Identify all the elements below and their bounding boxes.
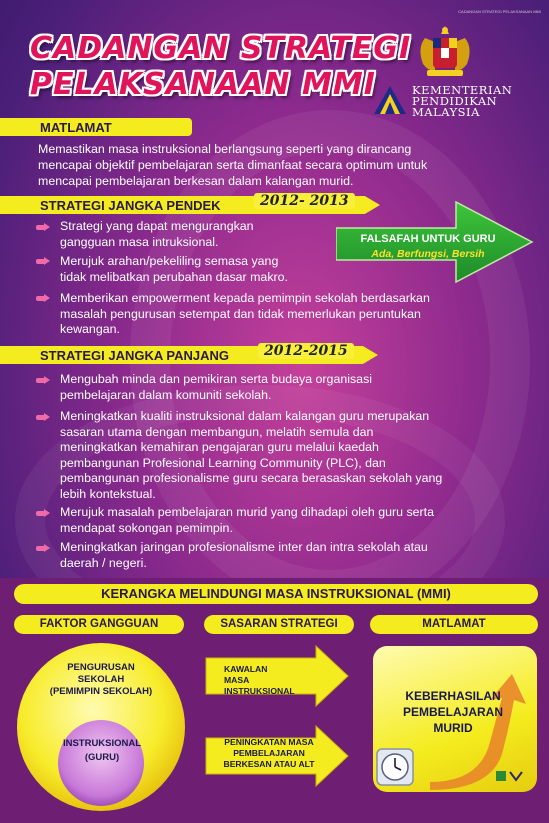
arrow1-line: MASA — [224, 675, 250, 685]
item-line: Memberikan empowerment kepada pemimpin sekolah berdasarkan — [60, 291, 430, 305]
matlamat-text — [38, 141, 538, 189]
inner-circle-line: INSTRUKSIONAL — [62, 738, 142, 749]
item-line: pembangunan profesionalisme guru secara berasaskan sekolah yang — [60, 471, 443, 485]
column-header-faktor: FAKTOR GANGGUAN — [14, 615, 184, 634]
ministry-name-line1: KEMENTERIAN — [412, 83, 513, 97]
page-title-line1: CADANGAN STRATEGI — [30, 31, 412, 66]
arrow2-label — [214, 737, 324, 770]
page-title-line2: PELAKSANAAN MMI — [30, 67, 376, 102]
matlamat-label: MATLAMAT — [40, 120, 112, 135]
ministry-name-line3: MALAYSIA — [412, 105, 480, 119]
arrow2-line: PENINGKATAN MASA — [224, 737, 314, 747]
matlamat-line: mencapai pembelajaran berkesan dalam kalangan murid. — [38, 174, 354, 188]
item-line: Strategi yang dapat mengurangkan — [60, 219, 254, 233]
pendek-item-2 — [60, 254, 288, 285]
bullet-arrow-icon — [36, 413, 50, 422]
item-line: meningkatkan kemahiran pengajaran guru melalui kaedah — [60, 440, 379, 454]
bullet-arrow-icon — [36, 223, 50, 232]
ministry-name — [412, 85, 512, 118]
falsafah-title: FALSAFAH UNTUK GURU — [360, 233, 496, 245]
goal-line: MURID — [433, 721, 473, 735]
pendek-item-1 — [60, 219, 254, 250]
item-line: mendapat sokongan pemimpin. — [60, 520, 233, 535]
arrow1-line: INSTRUKSIONAL — [224, 686, 295, 696]
item-line: Merujuk masalah pembelajaran murid yang dihadapi oleh guru serta — [60, 505, 435, 519]
matlamat-line: Memastikan masa instruksional berlangsung seperti yang dirancang — [38, 142, 412, 156]
kerangka-title: KERANGKA MELINDUNGI MASA INSTRUKSIONAL (MMI) — [101, 586, 451, 601]
bullet-arrow-icon — [36, 294, 50, 303]
outer-circle-line: (PEMIMPIN SEKOLAH) — [49, 686, 153, 697]
outer-circle-label — [44, 662, 158, 698]
coat-of-arms-icon — [415, 24, 475, 80]
bullet-arrow-icon — [36, 544, 50, 553]
goal-label — [378, 688, 528, 736]
item-line: sasaran utama dengan membangun, melatih semula dan — [60, 424, 374, 439]
item-line: Meningkatkan kualiti instruksional dalam kalangan guru merupakan — [60, 409, 430, 423]
pendek-item-3 — [60, 291, 540, 338]
matlamat-line: mencapai objektif pembelajaran serta dimanfaat secara optimum untuk — [38, 158, 428, 172]
item-line: Merujuk arahan/pekeliling semasa yang — [60, 254, 279, 268]
item-line: masalah pengurusan setempat dan tidak memerlukan peruntukan — [60, 306, 421, 321]
item-line: tidak melibatkan perubahan dasar makro. — [60, 269, 288, 284]
ministry-name-line2: PENDIDIKAN — [412, 94, 498, 108]
panjang-item-1 — [60, 372, 372, 403]
item-line: gangguan masa intruksional. — [60, 234, 219, 249]
goal-line: KEBERHASILAN — [405, 689, 501, 703]
item-line: lebih kontekstual. — [60, 486, 156, 501]
arrow1-label — [224, 664, 295, 697]
arrow2-line: BERKESAN ATAU ALT — [223, 759, 315, 769]
clock-icon — [376, 748, 414, 786]
column-header-sasaran: SASARAN STRATEGI — [204, 615, 354, 634]
panjang-item-3 — [60, 505, 540, 536]
arrow2-line: PEMBELAJARAN — [233, 748, 305, 758]
item-line: Meningkatkan jaringan profesionalisme inter dan intra sekolah atau — [60, 540, 428, 554]
item-line: pembangunan Profesional Learning Community (PLC), dan — [60, 455, 386, 470]
item-line: kewangan. — [60, 322, 120, 336]
column-header-matlamat: MATLAMAT — [370, 615, 538, 634]
bullet-arrow-icon — [36, 376, 50, 385]
inner-circle-label — [60, 737, 144, 765]
jangka-pendek-years: 2012- 2013 — [254, 193, 355, 209]
panjang-item-4 — [60, 540, 540, 571]
outer-circle-line: PENGURUSAN — [67, 662, 135, 673]
corner-caption: CADANGAN STRATEGI PELAKSANAAN MMI — [458, 9, 541, 14]
jangka-panjang-years: 2012-2015 — [258, 343, 354, 359]
bullet-arrow-icon — [36, 257, 50, 266]
panjang-item-2 — [60, 409, 540, 502]
jangka-panjang-label: STRATEGI JANGKA PANJANG — [40, 348, 229, 363]
item-line: daerah / negeri. — [60, 555, 147, 570]
falsafah-subtitle: Ada, Berfungsi, Bersih — [371, 248, 485, 260]
bullet-arrow-icon — [36, 509, 50, 518]
arrow1-line: KAWALAN — [224, 664, 268, 674]
inner-circle-line: (GURU) — [84, 752, 120, 763]
outer-circle-line: SEKOLAH — [77, 674, 125, 685]
jangka-pendek-label: STRATEGI JANGKA PENDEK — [40, 198, 221, 213]
small-logo-icon — [496, 770, 524, 782]
goal-line: PEMBELAJARAN — [402, 705, 503, 719]
item-line: Mengubah minda dan pemikiran serta budaya organisasi — [60, 372, 373, 386]
item-line: pembelajaran dalam komuniti sekolah. — [60, 387, 272, 402]
ministry-logo-icon — [372, 84, 408, 116]
